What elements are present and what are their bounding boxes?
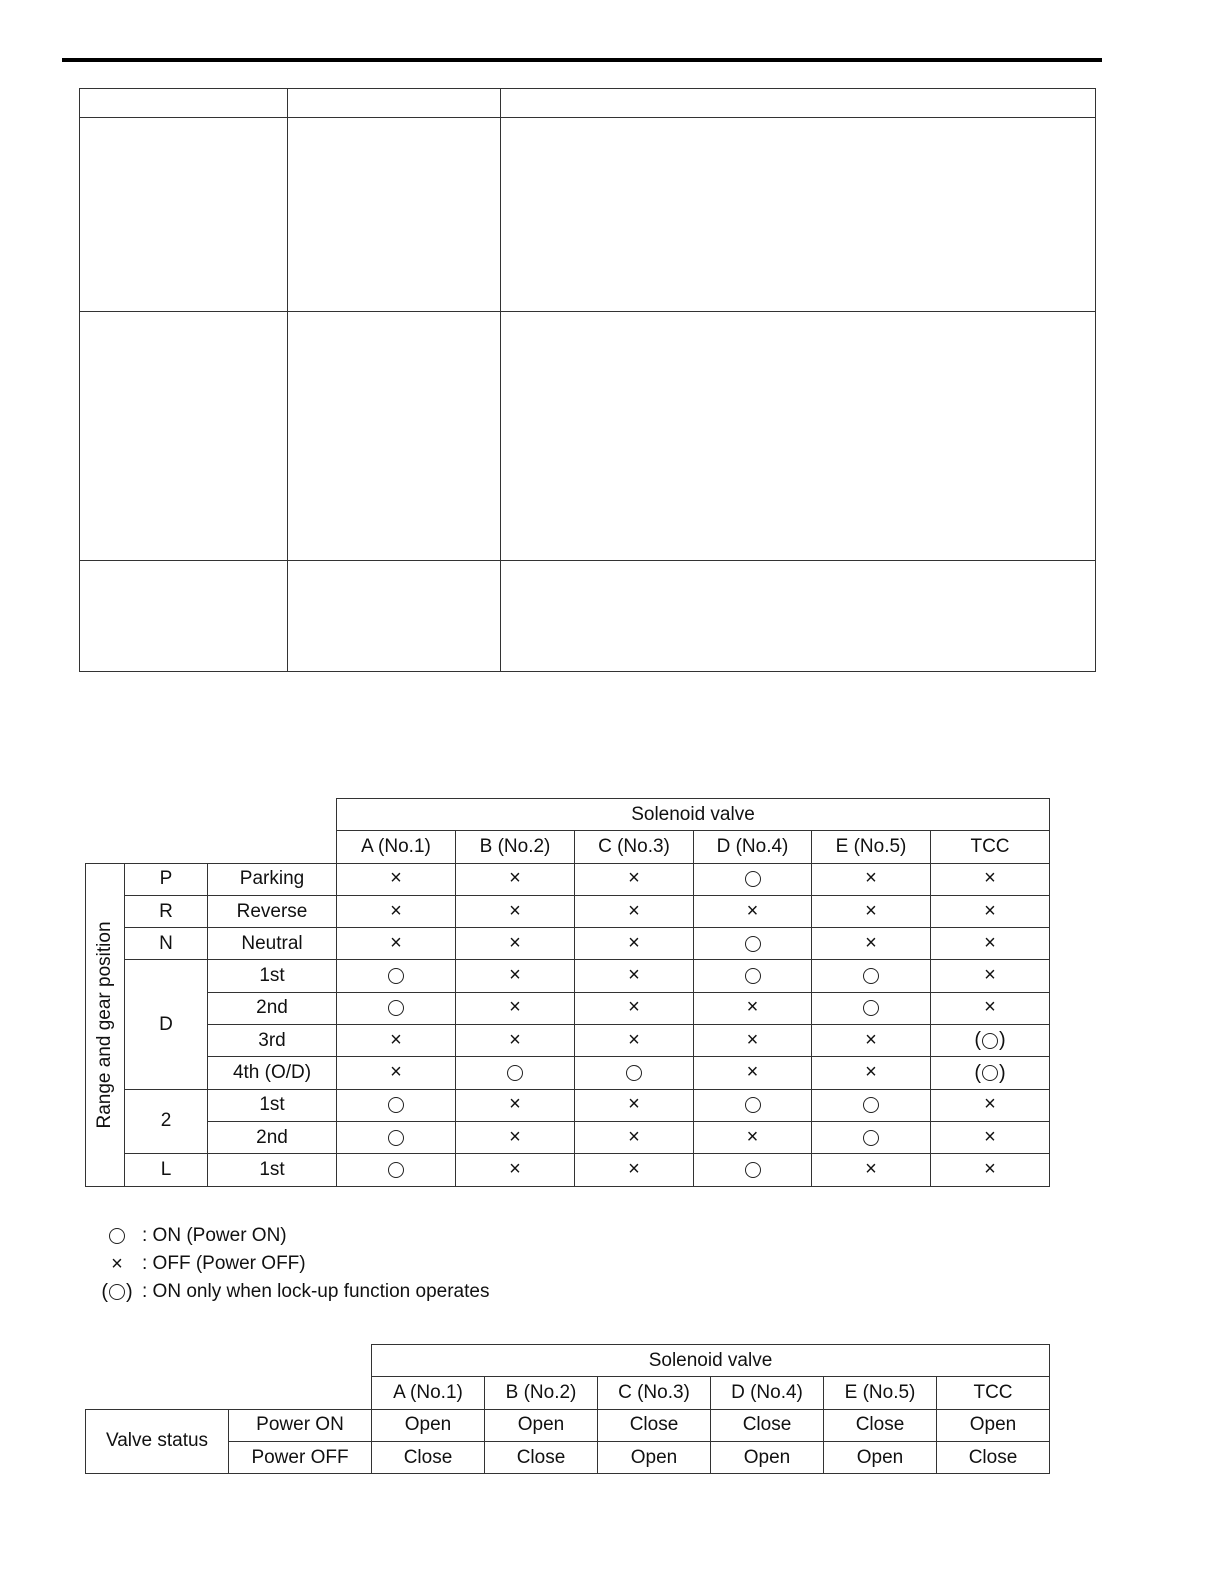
blank-corner	[86, 831, 337, 863]
status-cell	[694, 928, 812, 960]
status-cell	[812, 1154, 931, 1186]
legend-item-lock	[100, 1278, 489, 1306]
cross-icon: ×	[628, 1125, 640, 1148]
table-cell	[501, 312, 1096, 561]
cross-icon: ×	[865, 1028, 877, 1051]
status-cell	[575, 992, 694, 1024]
status-cell	[575, 1154, 694, 1186]
table-cell: Open	[711, 1441, 824, 1473]
range-cell: 2	[125, 1089, 208, 1154]
column-header: B (No.2)	[456, 831, 575, 863]
status-cell	[456, 928, 575, 960]
table-cell	[288, 561, 501, 672]
cross-icon: ×	[865, 931, 877, 954]
status-cell	[812, 960, 931, 992]
status-cell	[931, 992, 1050, 1024]
column-header: C (No.3)	[598, 1377, 711, 1409]
status-cell	[456, 1121, 575, 1153]
range-cell: N	[125, 928, 208, 960]
cross-icon: ×	[509, 931, 521, 954]
table-cell: Close	[598, 1409, 711, 1441]
table-cell	[80, 118, 288, 312]
legend-item-off	[100, 1250, 489, 1278]
status-cell	[456, 863, 575, 895]
gear-cell: 3rd	[208, 1025, 337, 1057]
cross-icon: ×	[628, 1157, 640, 1180]
side-label-cell	[86, 863, 125, 1186]
status-cell	[575, 1089, 694, 1121]
table-row	[86, 1025, 1050, 1057]
blank-corner	[86, 1345, 372, 1377]
cross-icon: ×	[390, 1061, 402, 1084]
circle-icon	[863, 1000, 879, 1016]
table-header-row	[86, 799, 1050, 831]
cross-icon: ×	[865, 1157, 877, 1180]
status-cell	[694, 1121, 812, 1153]
cross-icon: ×	[509, 867, 521, 890]
status-cell	[337, 1057, 456, 1089]
gear-cell: 1st	[208, 1089, 337, 1121]
cross-icon: ×	[509, 1125, 521, 1148]
gear-cell: 2nd	[208, 1121, 337, 1153]
column-header: B (No.2)	[485, 1377, 598, 1409]
status-cell	[931, 928, 1050, 960]
table-row	[86, 1154, 1050, 1186]
table-cell: Close	[711, 1409, 824, 1441]
status-cell	[337, 1121, 456, 1153]
table-cell: Close	[372, 1441, 485, 1473]
header-rule	[62, 58, 1102, 62]
legend	[100, 1222, 489, 1306]
table-row	[86, 1121, 1050, 1153]
status-cell	[812, 992, 931, 1024]
circle-icon	[507, 1065, 523, 1081]
group-header: Solenoid valve	[337, 799, 1050, 831]
circle-icon	[388, 968, 404, 984]
circle-icon	[388, 1130, 404, 1146]
side-label: Range and gear position	[94, 921, 115, 1129]
cross-icon: ×	[628, 899, 640, 922]
status-cell	[337, 895, 456, 927]
status-cell	[337, 1154, 456, 1186]
table-row	[86, 960, 1050, 992]
status-cell	[337, 928, 456, 960]
circle-icon	[745, 1162, 761, 1178]
cross-icon: ×	[984, 1157, 996, 1180]
status-cell	[694, 960, 812, 992]
table-row	[86, 928, 1050, 960]
cross-icon: ×	[628, 867, 640, 890]
top-blank-table	[79, 88, 1096, 672]
circle-icon	[388, 1000, 404, 1016]
cross-icon: ×	[509, 996, 521, 1019]
circle-icon	[745, 871, 761, 887]
table-cell: Close	[824, 1409, 937, 1441]
cross-icon: ×	[628, 1028, 640, 1051]
circle-icon	[863, 968, 879, 984]
bracketed-circle-icon: ( )	[101, 1280, 133, 1303]
cross-icon: ×	[984, 1093, 996, 1116]
column-header: TCC	[937, 1377, 1050, 1409]
table-row	[80, 312, 1096, 561]
blank-corner	[86, 799, 337, 831]
status-cell	[931, 1057, 1050, 1089]
table-row	[86, 1089, 1050, 1121]
status-cell	[575, 895, 694, 927]
table-cell: Open	[824, 1441, 937, 1473]
cross-icon: ×	[628, 996, 640, 1019]
status-cell	[456, 1154, 575, 1186]
table-cell: Close	[937, 1441, 1050, 1473]
cross-icon: ×	[865, 867, 877, 890]
status-cell	[812, 1089, 931, 1121]
column-header: TCC	[931, 831, 1050, 863]
status-cell	[931, 863, 1050, 895]
table-cell	[501, 89, 1096, 118]
cross-icon: ×	[746, 1125, 759, 1148]
table-cell: Open	[937, 1409, 1050, 1441]
status-cell	[694, 992, 812, 1024]
bracketed-circle-icon: ( )	[974, 1029, 1006, 1052]
status-cell	[575, 1121, 694, 1153]
status-cell	[931, 1121, 1050, 1153]
status-cell	[812, 895, 931, 927]
status-cell	[575, 928, 694, 960]
status-cell	[456, 992, 575, 1024]
cross-icon: ×	[390, 899, 402, 922]
legend-text: : ON only when lock-up function operates	[142, 1281, 490, 1302]
status-cell	[337, 1025, 456, 1057]
status-cell	[931, 1154, 1050, 1186]
status-cell	[931, 895, 1050, 927]
status-cell	[812, 928, 931, 960]
cross-icon: ×	[509, 964, 521, 987]
cross-icon: ×	[984, 931, 996, 954]
cross-icon: ×	[509, 1028, 521, 1051]
circle-icon	[863, 1130, 879, 1146]
cross-icon: ×	[746, 1028, 759, 1051]
table-row	[80, 118, 1096, 312]
column-header: A (No.1)	[337, 831, 456, 863]
status-cell	[456, 1057, 575, 1089]
status-cell	[456, 895, 575, 927]
gear-cell: 1st	[208, 1154, 337, 1186]
circle-icon	[745, 968, 761, 984]
cross-icon: ×	[628, 1093, 640, 1116]
status-cell	[575, 863, 694, 895]
row-label: Power OFF	[229, 1441, 372, 1473]
column-header: D (No.4)	[694, 831, 812, 863]
status-cell	[812, 1121, 931, 1153]
status-cell	[337, 992, 456, 1024]
table-cell: Open	[372, 1409, 485, 1441]
circle-icon	[863, 1097, 879, 1113]
table-header-row	[86, 831, 1050, 863]
table-cell	[80, 561, 288, 672]
row-label: Power ON	[229, 1409, 372, 1441]
cross-icon: ×	[746, 899, 759, 922]
operation-body	[86, 863, 1050, 1186]
circle-icon	[745, 936, 761, 952]
cross-icon: ×	[746, 1061, 759, 1084]
status-cell	[694, 1057, 812, 1089]
legend-text: : ON (Power ON)	[142, 1225, 287, 1246]
table-row	[80, 561, 1096, 672]
column-header: D (No.4)	[711, 1377, 824, 1409]
status-cell	[575, 1025, 694, 1057]
status-cell	[812, 1057, 931, 1089]
column-header: C (No.3)	[575, 831, 694, 863]
status-cell	[456, 1025, 575, 1057]
table-header-row	[86, 1345, 1050, 1377]
table-row	[86, 863, 1050, 895]
circle-icon	[388, 1097, 404, 1113]
table-cell	[501, 118, 1096, 312]
status-cell	[812, 1025, 931, 1057]
cross-icon: ×	[984, 1125, 996, 1148]
cross-icon: ×	[390, 867, 402, 890]
legend-item-on	[100, 1222, 489, 1250]
cross-icon: ×	[746, 996, 759, 1019]
status-cell	[931, 1025, 1050, 1057]
cross-icon: ×	[984, 867, 996, 890]
cross-icon: ×	[509, 1157, 521, 1180]
table-row	[80, 89, 1096, 118]
table-cell: Open	[598, 1441, 711, 1473]
gear-cell: Parking	[208, 863, 337, 895]
gear-cell: 2nd	[208, 992, 337, 1024]
status-cell	[456, 960, 575, 992]
status-cell	[931, 960, 1050, 992]
table-header-row	[86, 1377, 1050, 1409]
gear-cell: Neutral	[208, 928, 337, 960]
cross-icon: ×	[509, 1093, 521, 1116]
status-cell	[337, 1089, 456, 1121]
cross-icon: ×	[984, 964, 996, 987]
blank-corner	[86, 1377, 372, 1409]
solenoid-operation-table	[85, 798, 1050, 1187]
table-row	[86, 1057, 1050, 1089]
range-cell: P	[125, 863, 208, 895]
cross-icon: ×	[390, 1028, 402, 1051]
status-cell	[575, 960, 694, 992]
table-cell	[288, 89, 501, 118]
status-cell	[575, 1057, 694, 1089]
table-cell	[80, 312, 288, 561]
table-row	[86, 1441, 1050, 1473]
table-cell: Open	[485, 1409, 598, 1441]
status-cell	[337, 960, 456, 992]
cross-icon: ×	[390, 931, 402, 954]
legend-text: : OFF (Power OFF)	[142, 1253, 306, 1274]
cross-icon: ×	[865, 1061, 877, 1084]
column-header: A (No.1)	[372, 1377, 485, 1409]
cross-icon: ×	[628, 931, 640, 954]
table-cell	[288, 118, 501, 312]
circle-icon	[100, 1228, 134, 1244]
group-header: Solenoid valve	[372, 1345, 1050, 1377]
table-cell: Close	[485, 1441, 598, 1473]
bracketed-circle-icon: ( )	[974, 1061, 1006, 1084]
status-cell	[694, 1089, 812, 1121]
cross-icon: ×	[111, 1253, 123, 1275]
cross-icon: ×	[984, 899, 996, 922]
circle-icon	[626, 1065, 642, 1081]
range-cell: R	[125, 895, 208, 927]
table-row	[86, 1409, 1050, 1441]
status-cell	[931, 1089, 1050, 1121]
table-cell	[288, 312, 501, 561]
range-cell: L	[125, 1154, 208, 1186]
row-group-label: Valve status	[86, 1409, 229, 1474]
circle-icon	[388, 1162, 404, 1178]
cross-icon: ×	[984, 996, 996, 1019]
cross-icon: ×	[509, 899, 521, 922]
valve-status-table	[85, 1344, 1050, 1474]
range-cell: D	[125, 960, 208, 1089]
status-cell	[694, 895, 812, 927]
cross-icon: ×	[628, 964, 640, 987]
status-cell	[456, 1089, 575, 1121]
status-cell	[694, 863, 812, 895]
column-header: E (No.5)	[824, 1377, 937, 1409]
status-cell	[694, 1025, 812, 1057]
table-cell	[80, 89, 288, 118]
status-cell	[337, 863, 456, 895]
table-row	[86, 992, 1050, 1024]
status-cell	[694, 1154, 812, 1186]
column-header: E (No.5)	[812, 831, 931, 863]
gear-cell: Reverse	[208, 895, 337, 927]
gear-cell: 4th (O/D)	[208, 1057, 337, 1089]
circle-icon	[745, 1097, 761, 1113]
status-cell	[812, 863, 931, 895]
table-row	[86, 895, 1050, 927]
cross-icon: ×	[865, 899, 877, 922]
gear-cell: 1st	[208, 960, 337, 992]
table-cell	[501, 561, 1096, 672]
